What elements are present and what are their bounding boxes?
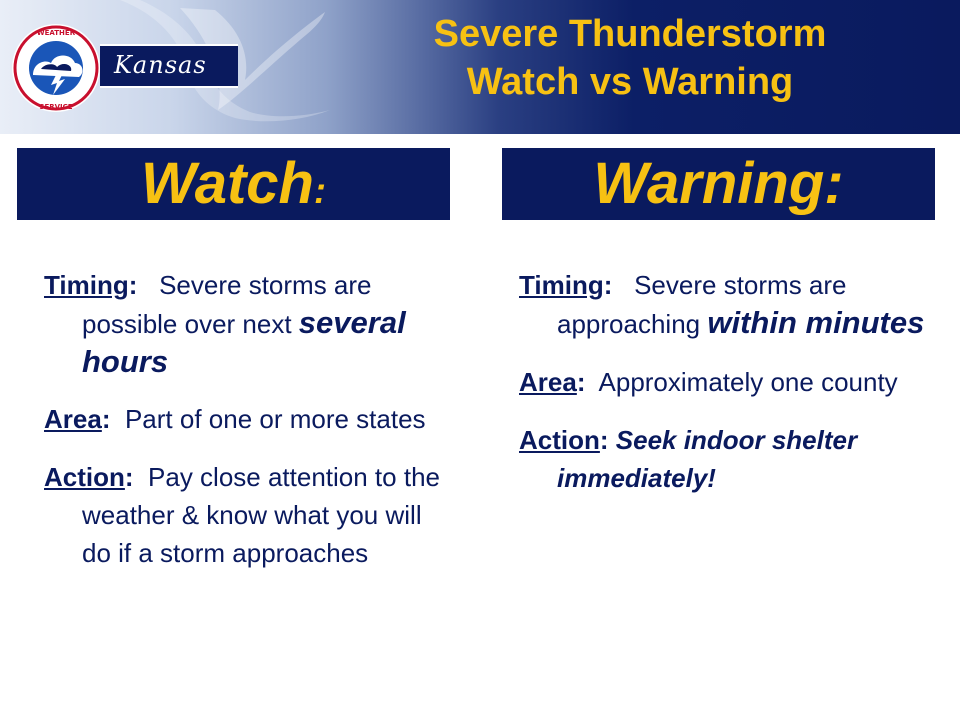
state-label-tag [100, 44, 238, 88]
warning-heading-colon: : [824, 151, 844, 216]
warning-area-label: Area [519, 367, 577, 397]
warning-area-text: Approximately one county [598, 367, 898, 397]
title-line-1: Severe Thunderstorm [433, 13, 827, 55]
warning-timing-label: Timing [519, 270, 604, 300]
slide-title [340, 10, 920, 106]
warning-heading [502, 148, 935, 220]
warning-timing-text: Severe storms are approaching [557, 270, 847, 339]
watch-heading [17, 148, 450, 220]
nws-seal-logo [11, 23, 101, 113]
watch-timing-emphasis: several hours [82, 305, 406, 379]
warning-timing: Timing: Severe storms are approaching within minutes [519, 270, 925, 340]
title-line-2: Watch vs Warning [466, 61, 794, 103]
watch-timing-text: Severe storms are possible over next [82, 270, 372, 339]
warning-action-label: Action [519, 425, 600, 455]
warning-area: Area: Approximately one county [519, 367, 898, 397]
watch-area: Area: Part of one or more states [44, 404, 426, 434]
watch-column [44, 266, 444, 572]
watch-action-text: Pay close attention to the weather & know what you will do if a storm approaches [82, 462, 440, 568]
watch-timing-label: Timing [44, 270, 129, 300]
watch-heading-text: Watch [141, 151, 314, 216]
warning-heading-text: Warning [593, 151, 825, 216]
watch-area-label: Area [44, 404, 102, 434]
svg-text:WEATHER: WEATHER [36, 29, 76, 37]
warning-action-text: Seek indoor shelter immediately! [557, 425, 858, 493]
warning-action: Action: Seek indoor shelter immediately! [519, 425, 858, 493]
state-label: Kansas [114, 51, 207, 79]
warning-timing-emphasis: within minutes [707, 305, 925, 340]
watch-action: Action: Pay close attention to the weather & know what you will do if a storm approaches [44, 462, 440, 568]
watch-action-label: Action [44, 462, 125, 492]
header-banner [0, 0, 960, 134]
warning-column [519, 266, 939, 497]
svg-text:SERVICE: SERVICE [39, 103, 73, 111]
watch-timing: Timing: Severe storms are possible over next several hours [44, 270, 406, 379]
watch-heading-colon: : [313, 170, 326, 211]
watch-area-text: Part of one or more states [124, 404, 426, 434]
